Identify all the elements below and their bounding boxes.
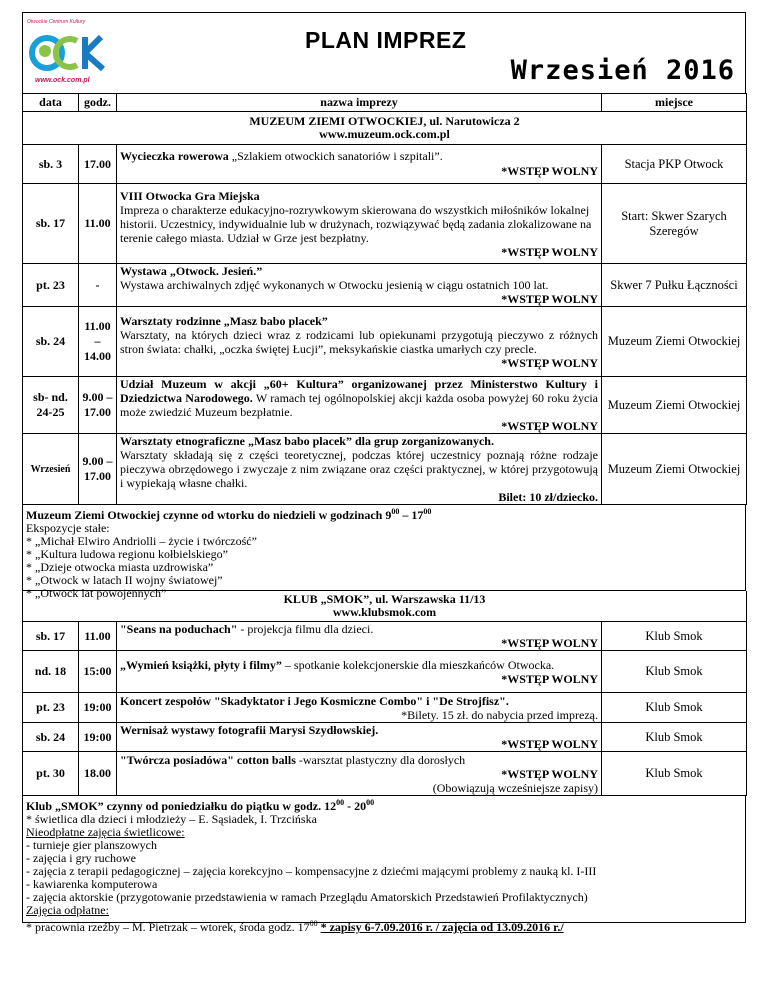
event-note: *WSTĘP WOLNY [501, 164, 598, 178]
event-hour: 11.00 – 14.00 [79, 307, 117, 377]
column-header-hour: godz. [79, 94, 117, 112]
event-title: VIII Otwocka Gra Miejska [120, 188, 260, 203]
smok-last-line-text: * pracownia rzeźby – M. Pietrzak – wtorek, środa godz. 17 [26, 920, 310, 934]
event-hour: 11.00 [79, 622, 117, 651]
event-title: „Wymień książki, płyty i filmy” [120, 657, 282, 672]
museum-hours-sup: 00 [391, 507, 400, 516]
event-note: *WSTĘP WOLNY [501, 766, 598, 781]
event-place: Klub Smok [602, 752, 747, 796]
ock-logo-icon [25, 23, 113, 83]
event-place: Klub Smok [602, 693, 747, 723]
museum-hours-end: – 17 [399, 508, 424, 522]
table-row [23, 264, 747, 307]
event-hour: 11.00 [79, 184, 117, 264]
event-place: Stacja PKP Otwock [602, 145, 747, 184]
event-note: *WSTĘP WOLNY [501, 671, 598, 686]
event-description [117, 145, 602, 184]
table-row [23, 723, 747, 752]
event-title: "Twórcza posiadówa" cotton balls [120, 752, 296, 767]
logo-caption: Otwockie Centrum Kultury [27, 19, 86, 25]
smok-registration: * zapisy 6-7.09.2016 r. / zajęcia od 13.09.2016 r./ [320, 920, 564, 934]
table-row [23, 622, 747, 651]
table-row [23, 145, 747, 184]
event-place: Klub Smok [602, 622, 747, 651]
event-place: Klub Smok [602, 651, 747, 693]
smok-info-line: * świetlica dla dzieci i młodzieży – E. Sąsiadek, I. Trzcińska [26, 812, 317, 826]
event-description [117, 651, 602, 693]
event-description [117, 377, 602, 434]
event-title: Wycieczka rowerowa [120, 149, 229, 163]
table-row [23, 184, 747, 264]
smok-heading: KLUB „SMOK”, ul. Warszawska 11/13 [283, 592, 486, 606]
smok-table [22, 591, 747, 796]
event-description [117, 264, 602, 307]
table-header-row [23, 94, 747, 112]
table-row [23, 651, 747, 693]
event-title: Warsztaty etnograficzne „Masz babo placek” dla grup zorganizowanych. [120, 434, 494, 448]
smok-last-line [26, 917, 742, 934]
exhibit-item: * „Dzieje otwocka miasta uzdrowiska” [26, 560, 214, 574]
exhibits-label: Ekspozycje stałe: [26, 521, 110, 535]
event-note: *WSTĘP WOLNY [501, 355, 598, 370]
table-row [23, 434, 747, 505]
event-place: Start: Skwer Szarych Szeregów [602, 184, 747, 264]
exhibit-item: * „Kultura ludowa regionu kołbielskiego” [26, 547, 228, 561]
page-title: PLAN IMPREZ [305, 27, 467, 53]
event-date: nd. 18 [23, 651, 79, 693]
museum-hours [26, 505, 742, 522]
smok-info-heading: Nieodpłatne zajęcia świetlicowe: [26, 825, 185, 839]
event-note: *WSTĘP WOLNY [501, 737, 598, 751]
museum-website: www.muzeum.ock.com.pl [319, 127, 450, 141]
events-table [22, 93, 747, 505]
smok-hours-sup: 00 [336, 798, 345, 807]
event-title: Wystawa „Otwock. Jesień.” [120, 264, 263, 278]
smok-info-heading: Zajęcia odpłatne: [26, 903, 109, 917]
event-title: "Seans na poduchach" [120, 622, 238, 636]
event-description [117, 307, 602, 377]
header [22, 12, 746, 93]
event-date: sb. 24 [23, 307, 79, 377]
event-description [117, 622, 602, 651]
event-description [117, 752, 602, 796]
event-date: pt. 30 [23, 752, 79, 796]
smok-info-line: - kawiarenka komputerowa [26, 877, 158, 891]
event-note-secondary: (Obowiązują wcześniejsze zapisy) [432, 780, 598, 795]
event-text: Wystawa archiwalnych zdjęć wykonanych w Otwocku jesienią w ciągu ostatnich 100 lat. [120, 278, 549, 292]
museum-hours-sup: 00 [423, 507, 432, 516]
smok-hours [26, 796, 742, 813]
smok-info-line: - zajęcia i gry ruchowe [26, 851, 136, 865]
smok-info-line: - zajęcia z terapii pedagogicznej – zajęcia korekcyjno – kompensacyjne z dziećmi mającymi problemy z nauką kl. I-III [26, 864, 597, 878]
event-place: Skwer 7 Pułku Łączności [602, 264, 747, 307]
table-row [23, 752, 747, 796]
event-text: Warsztaty, na których dzieci wraz z rodzicami lub opiekunami przygotują pieczywo z różnych stron świata: chałki, „oczka świętej Łucji”, meksykańskie ciastka umarłych czy precle. [120, 327, 598, 356]
smok-website: www.klubsmok.com [332, 605, 437, 619]
table-row [23, 377, 747, 434]
event-date: sb. 17 [23, 184, 79, 264]
event-date: sb. 17 [23, 622, 79, 651]
smok-hours-text: Klub „SMOK” czynny od poniedziałku do piątku w godz. 12 [26, 799, 337, 813]
table-row [23, 693, 747, 723]
event-place: Muzeum Ziemi Otwockiej [602, 307, 747, 377]
logo-url: www.ock.com.pl [35, 77, 90, 84]
event-text: Warsztaty składają się z części teoretycznej, podczas której uczestnicy poznają różne rodzaje pieczywa obrzędowego i zwyczaje z nim związane oraz części praktycznej, w której przygotowują i wypiekają własne chałki. [120, 448, 598, 490]
table-row [23, 307, 747, 377]
event-date: pt. 23 [23, 693, 79, 723]
month-title: Wrzesień 2016 [510, 55, 735, 86]
event-title: Wernisaż wystawy fotografii Marysi Szydłowskiej. [120, 723, 379, 737]
event-date: Wrzesień [23, 434, 79, 505]
event-date: pt. 23 [23, 264, 79, 307]
event-note: *WSTĘP WOLNY [501, 636, 598, 650]
smok-info [22, 796, 746, 934]
exhibit-item: * „Otwock lat powojennych” [26, 586, 167, 600]
event-hour: 9.00 – 17.00 [79, 434, 117, 505]
column-header-date: data [23, 94, 79, 112]
event-text: - projekcja filmu dla dzieci. [237, 622, 374, 636]
event-description [117, 184, 602, 264]
event-text: -warsztat plastyczny dla dorosłych [295, 752, 466, 767]
smok-info-line: - zajęcia aktorskie (przygotowanie przedstawienia w ramach Przeglądu Amatorskich Przedstawień Profilaktycznych) [26, 890, 588, 904]
event-title: Udział Muzeum w akcji „60+ Kultura” organizowanej przez Ministerstwo Kultury i Dziedzictwa Narodowego. [120, 377, 598, 405]
event-hour: 18.00 [79, 752, 117, 796]
event-text: Impreza o charakterze edukacyjno-rozrywkowym skierowana do wszystkich miłośników lokalnej historii. Uczestnicy, indywidualnie lub w drużynach, rozwiązywać będą zadania zlokalizowane na terenie całego miasta. Udział w Grze jest bezpłatny. [120, 202, 592, 245]
exhibit-item: * „Michał Elwiro Andriolli – życie i twórczość” [26, 534, 257, 548]
event-text: W ramach tej ogólnopolskiej akcji każda osoba powyżej 60 roku życia może zwiedzić Muzeum bezpłatnie. [120, 391, 598, 419]
ock-logo [25, 15, 113, 91]
event-title: Koncert zespołów "Skadyktator i Jego Kosmiczne Combo" i "De Strojfisz". [120, 693, 509, 708]
event-date: sb- nd. 24-25 [23, 377, 79, 434]
event-note-text: *Bilety. 15 zł. do nabycia przed imprezą. [401, 707, 598, 722]
event-plan-page [22, 12, 746, 934]
event-note: *WSTĘP WOLNY [501, 244, 598, 259]
event-place: Muzeum Ziemi Otwockiej [602, 434, 747, 505]
museum-section-header [23, 112, 747, 145]
event-hour: 19:00 [79, 693, 117, 723]
museum-hours-text: Muzeum Ziemi Otwockiej czynne od wtorku do niedzieli w godzinach 9 [26, 508, 392, 522]
museum-heading: MUZEUM ZIEMI OTWOCKIEJ, ul. Narutowicza 2 [249, 114, 520, 128]
event-text: – spotkanie kolekcjonerskie dla mieszkańców Otwocka. [281, 657, 555, 672]
event-text: „Szlakiem otwockich sanatoriów i szpitali”. [228, 149, 443, 163]
column-header-place: miejsce [602, 94, 747, 112]
event-description [117, 723, 602, 752]
event-hour: 17.00 [79, 145, 117, 184]
event-note: Bilet: 10 zł/dziecko. [498, 490, 598, 504]
smok-info-line: - turnieje gier planszowych [26, 838, 157, 852]
exhibit-item: * „Otwock w latach II wojny światowej” [26, 573, 223, 587]
column-header-name: nazwa imprezy [117, 94, 602, 112]
event-hour: 9.00 – 17.00 [79, 377, 117, 434]
event-hour: - [79, 264, 117, 307]
event-hour: 15:00 [79, 651, 117, 693]
smok-hours-end: - 20 [344, 799, 367, 813]
event-date: sb. 3 [23, 145, 79, 184]
event-place: Muzeum Ziemi Otwockiej [602, 377, 747, 434]
event-date: sb. 24 [23, 723, 79, 752]
event-note [120, 708, 598, 722]
smok-hours-sup: 00 [366, 798, 375, 807]
event-title: Warsztaty rodzinne „Masz babo placek” [120, 313, 328, 328]
event-description [117, 693, 602, 723]
smok-last-line-sup: 00 [309, 919, 318, 928]
event-description [117, 434, 602, 505]
event-note: *WSTĘP WOLNY [501, 292, 598, 306]
event-hour: 19:00 [79, 723, 117, 752]
event-place: Klub Smok [602, 723, 747, 752]
event-note: *WSTĘP WOLNY [501, 419, 598, 433]
